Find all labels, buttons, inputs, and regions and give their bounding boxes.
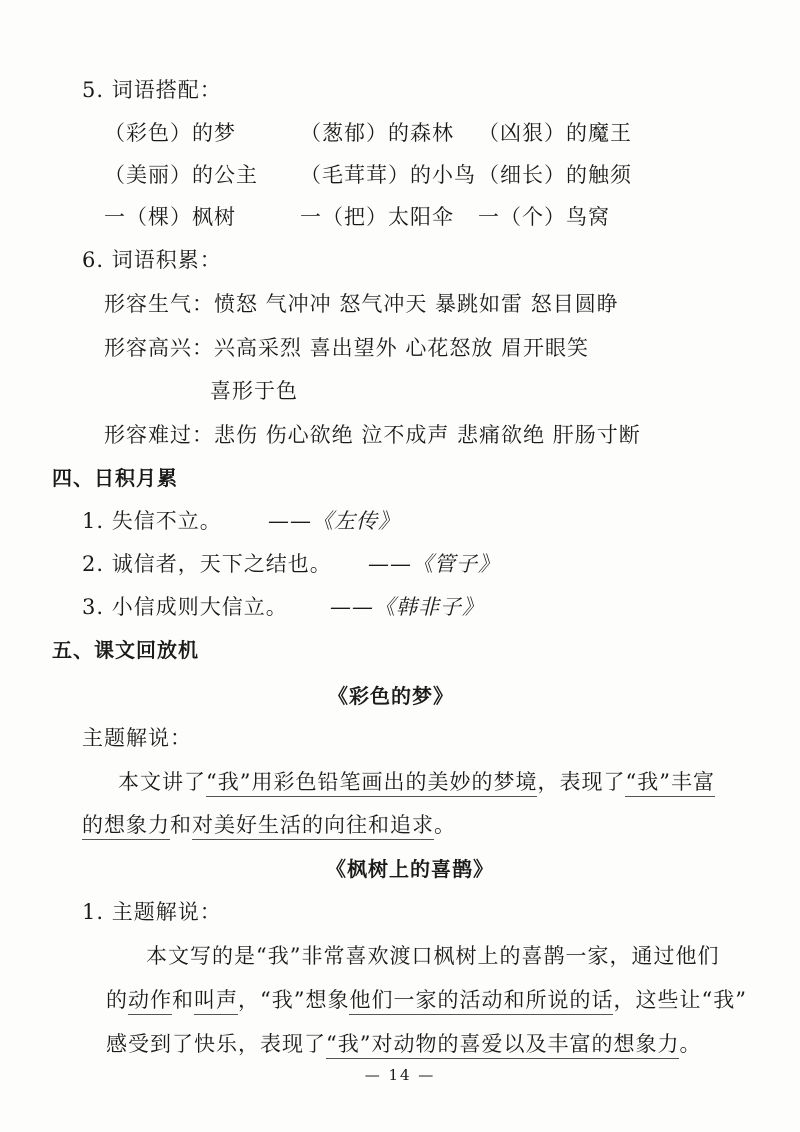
lesson2-label: 1. 主题解说： [82,900,222,924]
q6-sad-words: 形容难过：悲伤 伤心欲绝 泣不成声 悲痛欲绝 肝肠寸断 [104,423,641,447]
q5-row2-col1: （美丽）的公主 [104,163,258,187]
lesson1-label: 主题解说： [82,726,192,750]
page-number: — 14 — [364,1066,436,1084]
lesson1-title: 《彩色的梦》 [328,684,454,708]
q6-angry-words: 形容生气：愤怒 气冲冲 怒气冲天 暴跳如雷 怒目圆睁 [104,292,619,316]
q5-heading: 5. 词语搭配： [82,78,222,102]
section4-item3: 3. 小信成则大信立。 [82,595,288,619]
lesson1-underline-rich: “我”丰富 [625,770,714,797]
q5-row1-col3: （凶狠）的魔王 [478,121,632,145]
lesson2-underline-love: “我”对动物的喜爱以及丰富的想象力 [326,1032,679,1059]
q5-row2-col2: （毛茸茸）的小鸟 [300,163,476,187]
q5-row3-col3: 一（个）鸟窝 [478,205,610,229]
lesson2-para-line1: 本文写的是“我”非常喜欢渡口枫树上的喜鹊一家，通过他们 [146,944,720,968]
lesson2-para-line2: 的动作和叫声，“我”想象他们一家的活动和所说的话，这些让“我” [106,984,747,1014]
q5-row3-col2: 一（把）太阳伞 [300,205,454,229]
q6-happy-words-cont: 喜形于色 [210,379,298,403]
lesson2-underline-actions: 动作 [128,988,172,1015]
lesson1-underline-dream: “我”用彩色铅笔画出的美妙的梦境 [206,770,537,797]
section5-heading: 五、课文回放机 [52,638,199,662]
q5-row2-col3: （细长）的触须 [478,163,632,187]
lesson1-underline-imagination: 的想象力 [82,813,170,840]
section4-item1: 1. 失信不立。 [82,509,222,533]
section4-heading: 四、日积月累 [52,466,178,490]
q6-happy-words: 形容高兴：兴高采烈 喜出望外 心花怒放 眉开眼笑 [104,336,590,360]
lesson2-underline-calls: 叫声 [194,988,238,1015]
lesson1-para-line2: 的想象力和对美好生活的向往和追求。 [82,809,456,839]
lesson2-para-line3: 感受到了快乐，表现了“我”对动物的喜爱以及丰富的想象力。 [106,1028,701,1058]
lesson2-title: 《枫树上的喜鹊》 [326,857,494,881]
q6-heading: 6. 词语积累： [82,248,222,272]
section4-item1-source: ——《左传》 [268,509,400,533]
lesson1-para-line1: 本文讲了“我”用彩色铅笔画出的美妙的梦境，表现了“我”丰富 [118,766,715,796]
q5-row3-col1: 一（棵）枫树 [104,205,236,229]
q5-row1-col1: （彩色）的梦 [104,121,236,145]
q5-row1-col2: （葱郁）的森林 [300,121,454,145]
lesson2-underline-activities: 他们一家的活动和所说的话 [349,988,613,1015]
section4-item2-source: ——《管子》 [368,552,500,576]
section4-item2: 2. 诚信者，天下之结也。 [82,552,332,576]
lesson1-underline-pursuit: 对美好生活的向往和追求 [192,813,434,840]
section4-item3-source: ——《韩非子》 [330,595,484,619]
